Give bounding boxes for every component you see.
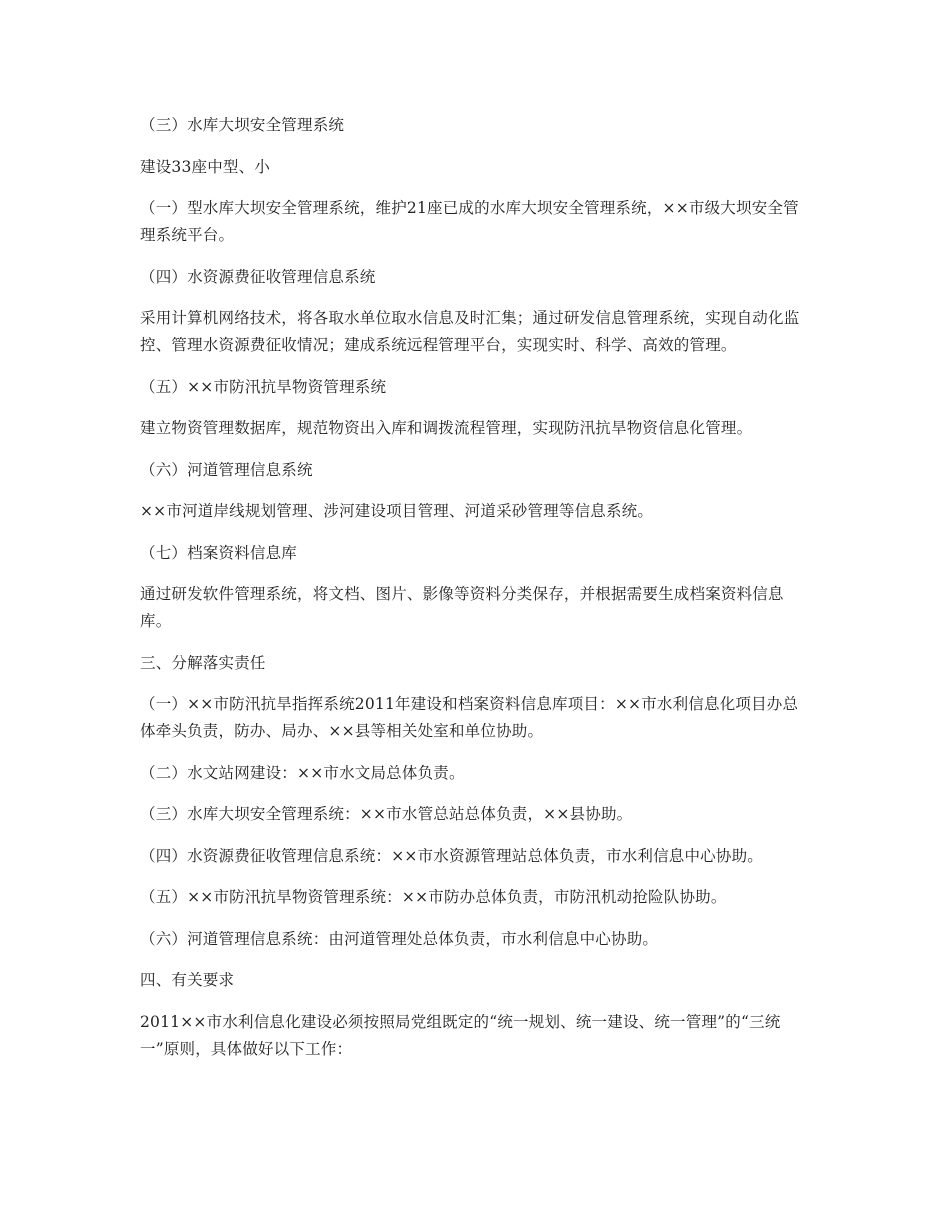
paragraph-materials-database: 建立物资管理数据库，规范物资出入库和调拨流程管理，实现防汛抗旱物资信息化管理。 [140, 419, 753, 437]
paragraph-archive-database: 通过研发软件管理系统，将文档、图片、影像等资料分类保存，并根据需要生成档案资料信息库。 [140, 585, 784, 630]
paragraph-river-management: ××市河道岸线规划管理、涉河建设项目管理、河道采砂管理等信息系统。 [140, 502, 654, 520]
responsibility-item-6: （六）河道管理信息系统：由河道管理处总体负责，市水利信息中心协助。 [140, 929, 659, 948]
section-heading-requirements: 四、有关要求 [140, 971, 235, 989]
responsibility-item-5: （五）××市防汛抗旱物资管理系统：××市防办总体负责，市防汛机动抢险队协助。 [140, 888, 727, 906]
heading-flood-materials-system: （五）××市防汛抗旱物资管理系统 [140, 377, 387, 396]
heading-river-management-system: （六）河道管理信息系统 [140, 460, 313, 479]
responsibility-item-1: （一）××市防汛抗旱指挥系统2011年建设和档案资料信息库项目：××市水利信息化项目办总体牵头负责，防办、局办、××县等相关处室和单位协助。 [140, 695, 799, 740]
document-page [140, 112, 812, 1077]
paragraph-requirements-intro: 2011××市水利信息化建设必须按照局党组既定的“统一规划、统一建设、统一管理”的“三统一”原则，具体做好以下工作： [140, 1012, 781, 1058]
section-heading-responsibilities: 三、分解落实责任 [140, 653, 266, 672]
heading-reservoir-dam-safety: （三）水库大坝安全管理系统 [140, 116, 345, 134]
paragraph-water-fee-description: 采用计算机网络技术，将各取水单位取水信息及时汇集；通过研发信息管理系统，实现自动化监控、管理水资源费征收情况；建成系统远程管理平台，实现实时、科学、高效的管理。 [140, 309, 800, 354]
heading-water-fee-system: （四）水资源费征收管理信息系统 [140, 267, 376, 286]
paragraph-dam-safety-system: （一）型水库大坝安全管理系统，维护21座已成的水库大坝安全管理系统，××市级大坝安全管理系统平台。 [140, 199, 799, 244]
responsibility-item-2: （二）水文站网建设：××市水文局总体负责。 [140, 763, 465, 782]
responsibility-item-4: （四）水资源费征收管理信息系统：××市水资源管理站总体负责，市水利信息中心协助。 [140, 846, 763, 865]
heading-archive-database: （七）档案资料信息库 [140, 543, 298, 562]
paragraph-build-33-reservoirs: 建设33座中型、小 [140, 157, 271, 176]
responsibility-item-3: （三）水库大坝安全管理系统：××市水管总站总体负责，××县协助。 [140, 805, 633, 823]
